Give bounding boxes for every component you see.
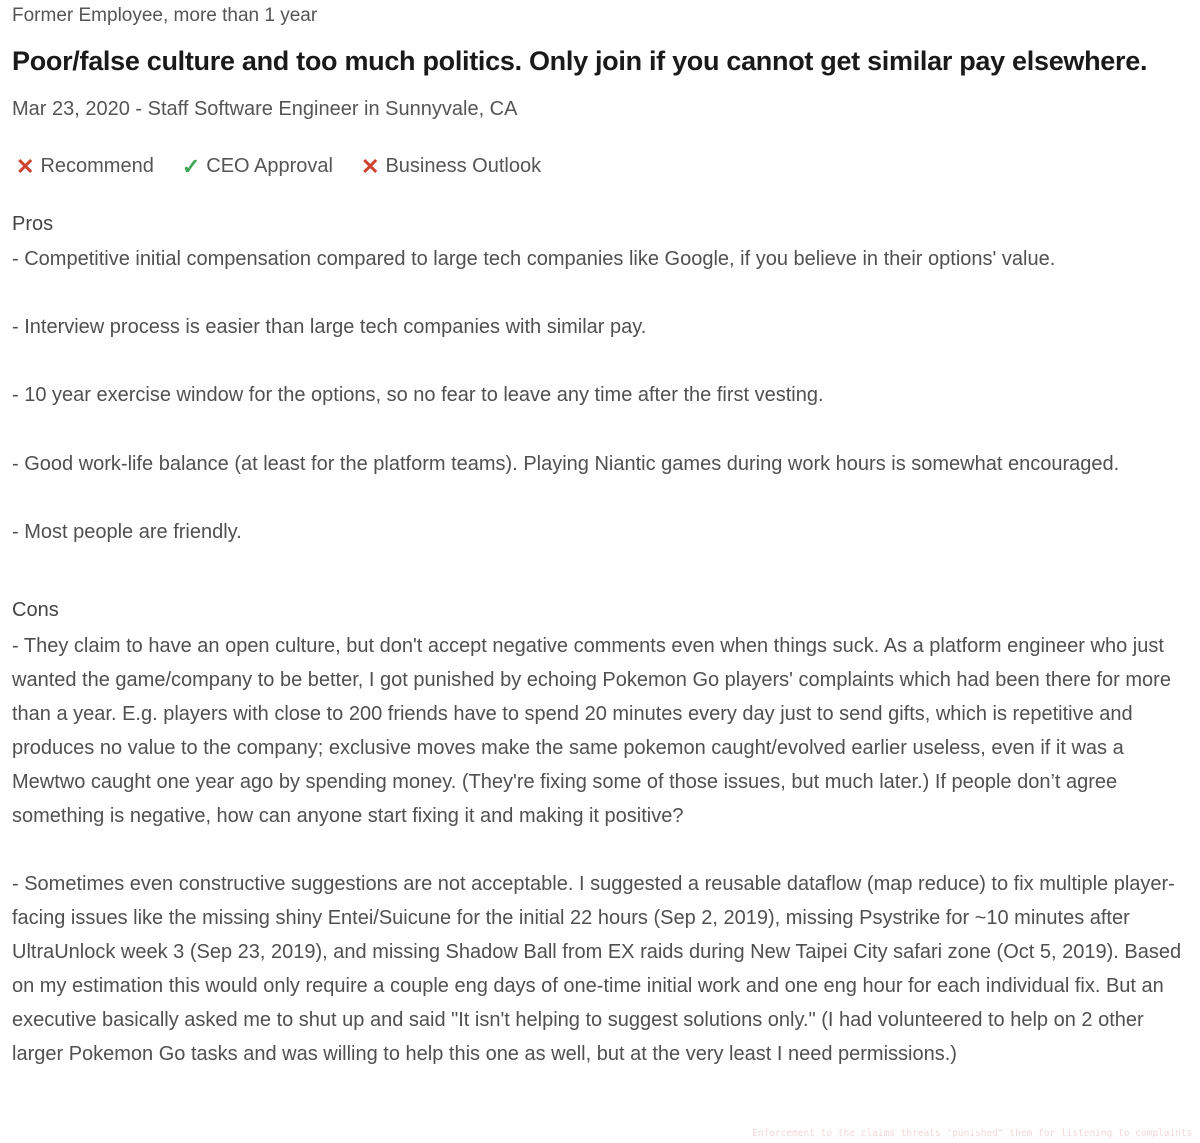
rating-recommend: [16, 155, 154, 178]
x-icon: ✕: [361, 153, 380, 179]
rating-label: Recommend: [40, 155, 154, 177]
rating-ceo-approval: [182, 155, 333, 178]
pros-item: - Good work-life balance (at least for the platform teams). Playing Niantic games during work hours is somewhat encouraged.: [12, 453, 1120, 475]
ratings-row: [16, 155, 541, 178]
cons-item: - They claim to have an open culture, but don't accept negative comments even when things suck. As a platform engineer who just wanted the game/company to be better, I got punished by echoing Pokemon Go players' complaints which had been there for more than a year. E.g. players with close to 200 friends have to spend 20 minutes every day just to send gifts, which is repetitive and produces no value to the company; exclusive moves make the same pokemon caught/evolved earlier useless, even if it was a Mewtwo caught one year ago by spending money. (They're fixing some of those issues, but much later.) If people don’t agree something is negative, how can anyone start fixing it and making it positive?: [12, 635, 1171, 827]
pros-item: - Interview process is easier than large tech companies with similar pay.: [12, 316, 647, 338]
watermark-text: Enforcement to the claims threats "punished" them for listening to complaints: [752, 1128, 1193, 1139]
review-meta: Mar 23, 2020 - Staff Software Engineer in Sunnyvale, CA: [12, 98, 518, 120]
rating-label: Business Outlook: [385, 155, 542, 177]
x-icon: ✕: [16, 153, 35, 179]
check-icon: ✓: [181, 153, 201, 179]
cons-item: - Sometimes even constructive suggestions are not acceptable. I suggested a reusable dataflow (map reduce) to fix multiple player-facing issues like the missing shiny Entei/Suicune for the initial 22 hours (Sep 2, 2019), missing Psystrike for ~10 minutes after UltraUnlock week 3 (Sep 23, 2019), and missing Shadow Ball from EX raids during New Taipei City safari zone (Oct 5, 2019). Based on my estimation this would only require a couple eng days of one-time initial work and one eng hour for each individual fix. But an executive basically asked me to shut up and said "It isn't helping to suggest solutions only." (I had volunteered to help on 2 other larger Pokemon Go tasks and was willing to help this one as well, but at the very least I need permissions.): [12, 873, 1182, 1065]
pros-item: - 10 year exercise window for the options, so no fear to leave any time after the first vesting.: [12, 384, 824, 406]
employee-status: Former Employee, more than 1 year: [12, 5, 318, 26]
rating-business-outlook: [361, 155, 541, 178]
review-title[interactable]: Poor/false culture and too much politics. Only join if you cannot get similar pay elsewhere.: [12, 46, 1148, 76]
rating-label: CEO Approval: [206, 155, 333, 177]
pros-item: - Most people are friendly.: [12, 521, 242, 543]
cons-heading: Cons: [12, 599, 59, 621]
pros-item: - Competitive initial compensation compared to large tech companies like Google, if you believe in their options' value.: [12, 248, 1056, 270]
pros-heading: Pros: [12, 213, 54, 235]
